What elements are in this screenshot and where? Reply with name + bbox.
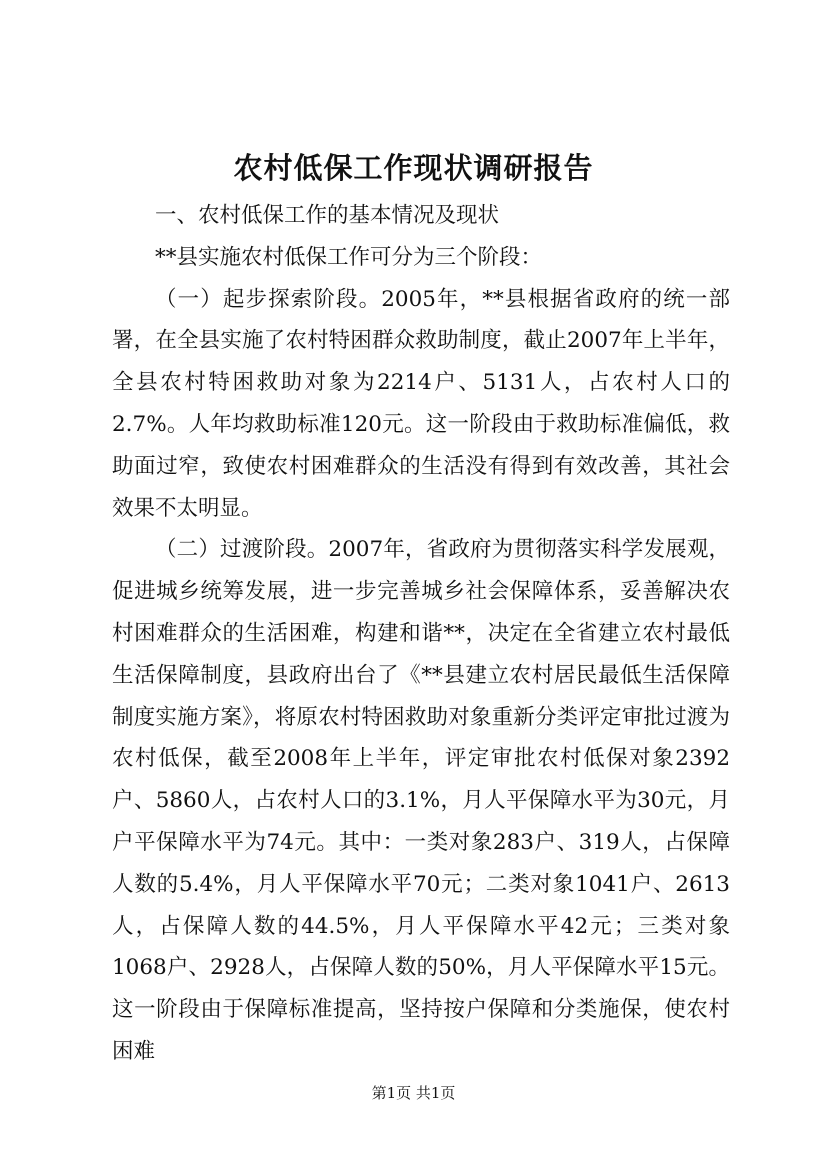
paragraph-stage-one: （一）起步探索阶段。2005年，**县根据省政府的统一部署，在全县实施了农村特困群众救助制度，截止2007年上半年，全县农村特困救助对象为2214户、5131人，占农村人口的2.7%。人年均救助标准120元。这一阶段由于救助标准偏低，救助面过窄，致使农村困难群众的生活没有得到有效改善，其社会效果不太明显。 <box>112 286 730 521</box>
document-title: 农村低保工作现状调研报告 <box>233 151 594 185</box>
paragraph-intro: **县实施农村低保工作可分为三个阶段： <box>155 244 543 270</box>
document-body <box>112 195 730 1073</box>
page-footer: 第1页 共1页 <box>371 1084 456 1102</box>
section-heading: 一、农村低保工作的基本情况及现状 <box>155 203 500 228</box>
paragraph-stage-two: （二）过渡阶段。2007年，省政府为贯彻落实科学发展观，促进城乡统筹发展，进一步完善城乡社会保障体系，妥善解决农村困难群众的生活困难，构建和谐**，决定在全省建立农村最低生活保障制度，县政府出台了《**县建立农村居民最低生活保障制度实施方案》，将原农村特困救助对象重新分类评定审批过渡为农村低保，截至2008年上半年，评定审批农村低保对象2392户、5860人，占农村人口的3.1%，月人平保障水平为30元，月户平保障水平为74元。其中：一类对象283户、319人，占保障人数的5.4%，月人平保障水平70元；二类对象1041户、2613人，占保障人数的44.5%，月人平保障水平42元；三类对象1068户、2928人，占保障人数的50%，月人平保障水平15元。这一阶段由于保障标准提高，坚持按户保障和分类施保，使农村困难 <box>112 537 730 1064</box>
